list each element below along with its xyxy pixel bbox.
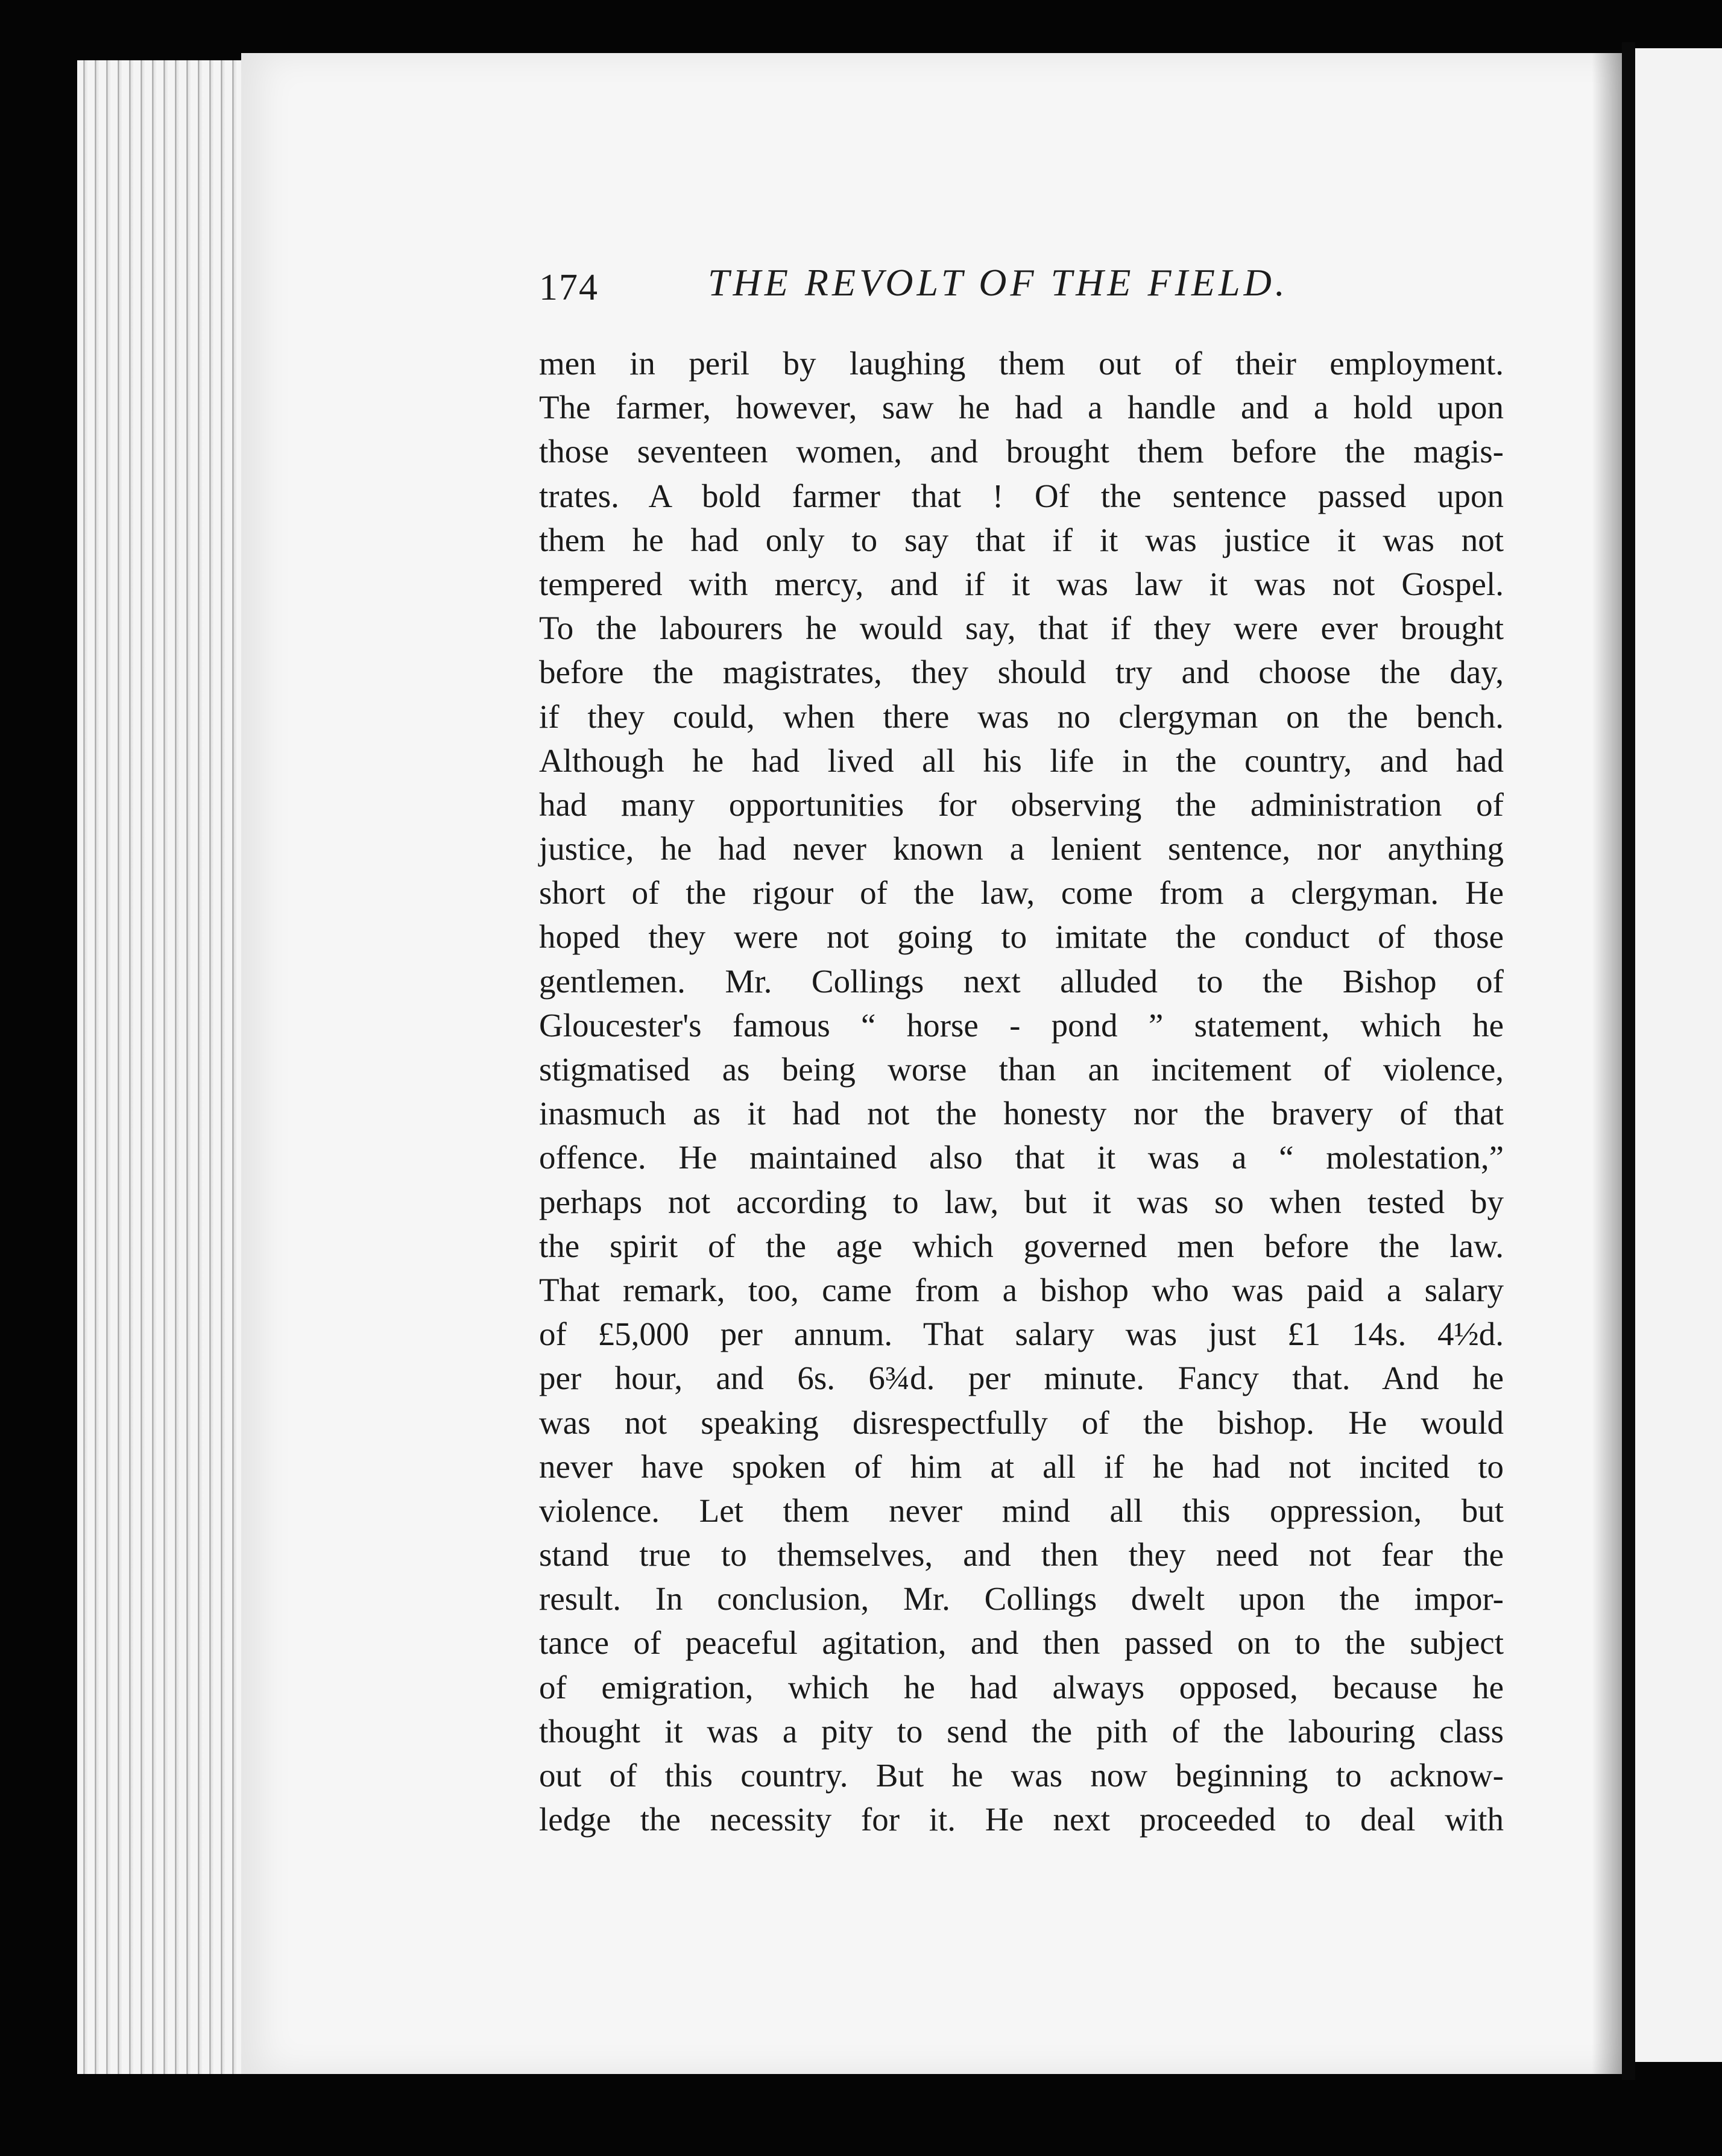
- text-line: justice, he had never known a lenient sentence, nor anything: [539, 830, 1504, 868]
- text-line: ledge the necessity for it. He next proceeded to deal with: [539, 1801, 1504, 1838]
- text-line: had many opportunities for observing the administration of: [539, 786, 1504, 823]
- text-line: them he had only to say that if it was justice it was not: [539, 521, 1504, 558]
- facing-page-edge: [1635, 48, 1722, 2062]
- text-line: men in peril by laughing them out of their employment.: [539, 345, 1504, 382]
- text-line: those seventeen women, and brought them before the magis-: [539, 433, 1504, 470]
- text-line: tance of peaceful agitation, and then passed on to the subject: [539, 1624, 1504, 1662]
- text-line: thought it was a pity to send the pith of the labouring class: [539, 1712, 1504, 1750]
- text-line: stand true to themselves, and then they need not fear the: [539, 1536, 1504, 1574]
- text-line: of £5,000 per annum. That salary was just £1 14s. 4½d.: [539, 1316, 1504, 1353]
- text-line: Gloucester's famous “ horse - pond ” statement, which he: [539, 1006, 1504, 1044]
- text-line: violence. Let them never mind all this oppression, but: [539, 1492, 1504, 1529]
- text-line: result. In conclusion, Mr. Collings dwelt upon the impor-: [539, 1580, 1504, 1618]
- page-divider: [1622, 42, 1635, 2080]
- text-line: That remark, too, came from a bishop who was paid a salary: [539, 1271, 1504, 1308]
- text-line: out of this country. But he was now beginning to acknow-: [539, 1757, 1504, 1794]
- text-line: Although he had lived all his life in the country, and had: [539, 742, 1504, 779]
- text-line: was not speaking disrespectfully of the bishop. He would: [539, 1404, 1504, 1441]
- text-line: gentlemen. Mr. Collings next alluded to the Bishop of: [539, 962, 1504, 1000]
- text-line: stigmatised as being worse than an incitement of violence,: [539, 1051, 1504, 1088]
- body-text: [539, 341, 1504, 1841]
- text-line: offence. He maintained also that it was a “ molestation,”: [539, 1139, 1504, 1176]
- text-line: before the magistrates, they should try and choose the day,: [539, 654, 1504, 691]
- text-line: hoped they were not going to imitate the conduct of those: [539, 918, 1504, 956]
- running-title: THE REVOLT OF THE FIELD.: [708, 261, 1288, 304]
- text-line: if they could, when there was no clergyman on the bench.: [539, 698, 1504, 735]
- text-line: The farmer, however, saw he had a handle and a hold upon: [539, 389, 1504, 426]
- text-line: never have spoken of him at all if he had not incited to: [539, 1448, 1504, 1485]
- text-line: To the labourers he would say, that if they were ever brought: [539, 610, 1504, 647]
- gutter-shadow: [1592, 53, 1626, 2074]
- text-line: per hour, and 6s. 6¾d. per minute. Fancy that. And he: [539, 1360, 1504, 1397]
- page-number: 174: [539, 267, 599, 308]
- text-line: the spirit of the age which governed men before the law.: [539, 1227, 1504, 1264]
- running-head: [539, 260, 1371, 333]
- text-line: inasmuch as it had not the honesty nor the bravery of that: [539, 1095, 1504, 1132]
- text-line: tempered with mercy, and if it was law it was not Gospel.: [539, 565, 1504, 602]
- text-line: short of the rigour of the law, come from a clergyman. He: [539, 874, 1504, 912]
- text-line: perhaps not according to law, but it was so when tested by: [539, 1183, 1504, 1220]
- text-line: of emigration, which he had always opposed, because he: [539, 1668, 1504, 1706]
- text-line: trates. A bold farmer that ! Of the sentence passed upon: [539, 477, 1504, 514]
